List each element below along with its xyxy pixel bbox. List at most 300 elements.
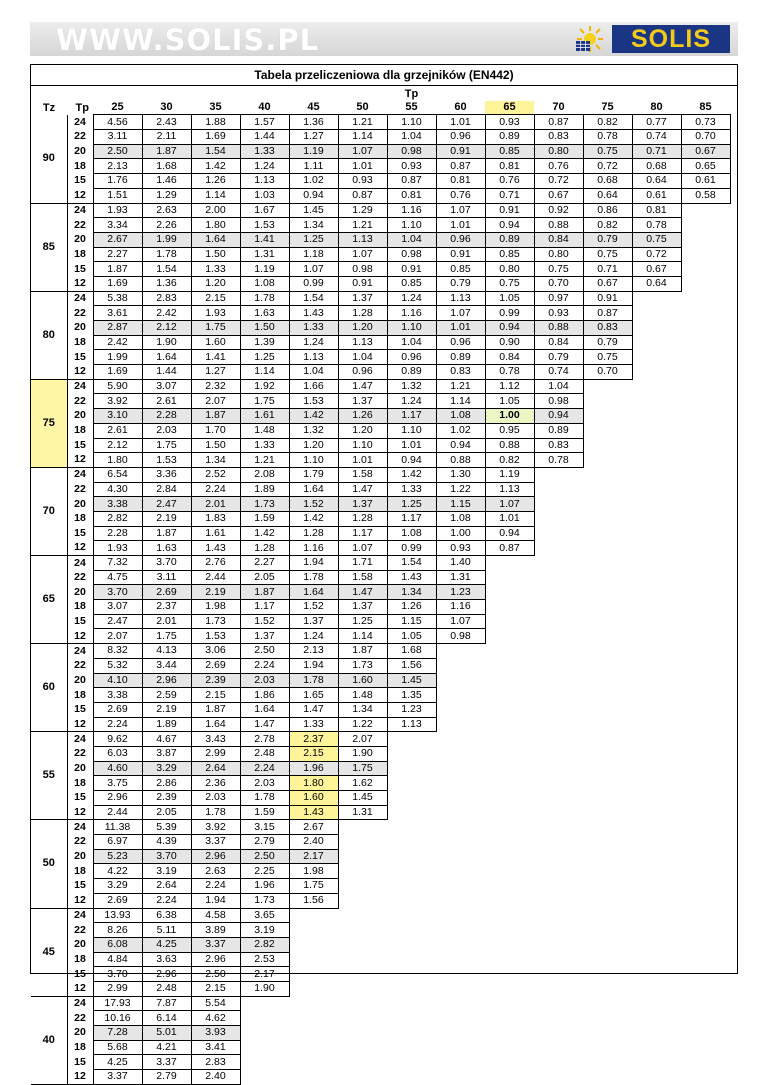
empty-cell	[387, 952, 436, 967]
value-cell: 6.54	[93, 467, 142, 482]
value-cell: 1.15	[436, 497, 485, 512]
tp-label: 12	[67, 541, 93, 556]
empty-cell	[583, 996, 632, 1011]
empty-cell	[387, 761, 436, 776]
value-cell: 1.76	[93, 174, 142, 189]
column-header-45: 45	[307, 101, 320, 114]
value-cell: 0.78	[485, 365, 534, 380]
value-cell: 1.87	[338, 644, 387, 659]
value-cell: 1.50	[240, 321, 289, 336]
value-cell: 0.82	[583, 115, 632, 130]
table-row	[31, 497, 730, 512]
value-cell: 5.38	[93, 291, 142, 306]
value-cell: 3.43	[191, 732, 240, 747]
empty-cell	[681, 644, 730, 659]
value-cell: 0.73	[681, 115, 730, 130]
column-header-85: 85	[699, 101, 712, 114]
value-cell: 1.64	[289, 482, 338, 497]
tp-label: 24	[74, 204, 86, 217]
value-cell: 1.45	[289, 203, 338, 218]
empty-cell	[681, 570, 730, 585]
tp-label: 20	[74, 673, 86, 686]
empty-cell	[534, 717, 583, 732]
value-cell: 2.27	[240, 556, 289, 571]
empty-cell	[485, 688, 534, 703]
empty-cell	[436, 1011, 485, 1026]
empty-cell	[632, 321, 681, 336]
value-cell: 5.54	[191, 996, 240, 1011]
table-row	[31, 746, 730, 761]
empty-cell	[534, 541, 583, 556]
empty-cell	[485, 600, 534, 615]
value-cell: 3.19	[142, 864, 191, 879]
value-cell: 2.96	[142, 967, 191, 982]
value-cell: 2.53	[240, 952, 289, 967]
value-cell: 0.81	[436, 174, 485, 189]
empty-cell	[632, 1055, 681, 1070]
empty-cell	[436, 908, 485, 923]
value-cell: 1.78	[289, 570, 338, 585]
value-cell: 0.94	[534, 409, 583, 424]
empty-cell	[583, 1011, 632, 1026]
value-cell: 1.42	[191, 159, 240, 174]
table-row	[31, 967, 730, 982]
table-row	[31, 849, 730, 864]
value-cell: 1.14	[338, 629, 387, 644]
tp-label: 12	[67, 1070, 93, 1085]
table-row	[31, 600, 730, 615]
tp-label: 12	[67, 629, 93, 644]
empty-cell	[485, 879, 534, 894]
value-cell: 3.06	[191, 644, 240, 659]
column-header-80: 80	[650, 101, 663, 114]
value-cell: 1.50	[191, 247, 240, 262]
tp-label: 22	[74, 835, 86, 848]
value-cell: 1.33	[387, 482, 436, 497]
corner-blank	[31, 87, 67, 101]
header-banner	[30, 22, 738, 56]
tz-label-50: 50	[31, 820, 67, 908]
value-cell: 1.73	[338, 658, 387, 673]
value-cell: 2.24	[93, 717, 142, 732]
value-cell: 0.81	[485, 159, 534, 174]
empty-cell	[632, 291, 681, 306]
column-header-30: 30	[160, 101, 173, 114]
value-cell: 0.92	[534, 203, 583, 218]
empty-cell	[436, 658, 485, 673]
empty-cell	[681, 908, 730, 923]
value-cell: 1.37	[338, 600, 387, 615]
value-cell: 1.28	[240, 541, 289, 556]
value-cell: 2.59	[142, 688, 191, 703]
value-cell: 1.51	[93, 188, 142, 203]
value-cell: 0.84	[534, 335, 583, 350]
empty-cell	[387, 967, 436, 982]
value-cell: 1.54	[289, 291, 338, 306]
value-cell: 1.61	[191, 526, 240, 541]
value-cell: 1.07	[338, 247, 387, 262]
solis-logo	[572, 24, 730, 54]
value-cell: 2.39	[191, 673, 240, 688]
value-cell: 0.81	[632, 203, 681, 218]
empty-cell	[387, 732, 436, 747]
value-cell: 1.67	[240, 203, 289, 218]
tz-label-85: 85	[31, 203, 67, 291]
value-cell: 1.52	[289, 497, 338, 512]
table-row	[31, 276, 730, 291]
value-cell: 4.22	[93, 864, 142, 879]
value-cell: 1.54	[191, 144, 240, 159]
tp-label: 18	[74, 600, 86, 613]
value-cell: 1.35	[387, 688, 436, 703]
empty-cell	[681, 952, 730, 967]
value-cell: 1.13	[289, 350, 338, 365]
empty-cell	[583, 746, 632, 761]
value-cell: 1.37	[338, 291, 387, 306]
empty-cell	[681, 923, 730, 938]
empty-cell	[534, 893, 583, 908]
value-cell: 1.62	[338, 776, 387, 791]
value-cell: 0.79	[583, 335, 632, 350]
table-row	[31, 937, 730, 952]
value-cell: 1.88	[191, 115, 240, 130]
value-cell: 1.39	[240, 335, 289, 350]
empty-cell	[632, 937, 681, 952]
value-cell: 0.82	[583, 218, 632, 233]
value-cell: 1.14	[436, 394, 485, 409]
empty-cell	[583, 967, 632, 982]
empty-cell	[534, 658, 583, 673]
empty-cell	[240, 1026, 289, 1041]
value-cell: 3.70	[142, 849, 191, 864]
value-cell: 2.40	[191, 1070, 240, 1085]
value-cell: 1.04	[534, 379, 583, 394]
empty-cell	[289, 967, 338, 982]
value-cell: 1.96	[240, 879, 289, 894]
value-cell: 0.79	[436, 276, 485, 291]
value-cell: 1.02	[289, 174, 338, 189]
logo-text: SOLIS	[630, 24, 711, 53]
empty-cell	[632, 702, 681, 717]
tp-label: 22	[74, 218, 86, 231]
empty-cell	[436, 923, 485, 938]
empty-cell	[632, 893, 681, 908]
empty-cell	[534, 761, 583, 776]
tp-label: 22	[74, 659, 86, 672]
column-header-70: 70	[552, 101, 565, 114]
empty-cell	[534, 556, 583, 571]
value-cell: 1.16	[436, 600, 485, 615]
value-cell: 1.25	[240, 350, 289, 365]
empty-cell	[240, 1070, 289, 1085]
empty-cell	[681, 937, 730, 952]
tp-label: 18	[74, 512, 86, 525]
logo-box	[612, 25, 730, 53]
empty-cell	[681, 1026, 730, 1041]
value-cell: 1.16	[387, 203, 436, 218]
value-cell: 1.43	[191, 541, 240, 556]
value-cell: 1.48	[240, 423, 289, 438]
value-cell: 0.65	[681, 159, 730, 174]
empty-cell	[583, 467, 632, 482]
value-cell: 1.47	[338, 482, 387, 497]
value-cell: 1.01	[436, 321, 485, 336]
value-cell: 1.86	[240, 688, 289, 703]
empty-cell	[632, 717, 681, 732]
tp-label: 24	[74, 380, 86, 393]
empty-cell	[436, 1040, 485, 1055]
value-cell: 11.38	[93, 820, 142, 835]
value-cell: 3.65	[240, 908, 289, 923]
value-cell: 1.93	[93, 541, 142, 556]
value-cell: 1.21	[338, 218, 387, 233]
value-cell: 1.56	[387, 658, 436, 673]
empty-cell	[387, 864, 436, 879]
tp-label: 24	[74, 732, 86, 745]
tp-label: 15	[74, 262, 86, 275]
tp-label: 18	[74, 864, 86, 877]
tp-label: 18	[74, 1041, 86, 1054]
table-row	[31, 526, 730, 541]
value-cell: 2.83	[191, 1055, 240, 1070]
tp-label: 22	[74, 306, 86, 319]
table-row	[31, 702, 730, 717]
empty-cell	[583, 673, 632, 688]
empty-cell	[338, 937, 387, 952]
value-cell: 1.24	[289, 335, 338, 350]
value-cell: 2.24	[191, 482, 240, 497]
value-cell: 1.10	[338, 438, 387, 453]
value-cell: 2.50	[93, 144, 142, 159]
value-cell: 1.19	[289, 144, 338, 159]
table-row	[31, 335, 730, 350]
empty-cell	[632, 923, 681, 938]
value-cell: 1.34	[387, 585, 436, 600]
empty-cell	[681, 247, 730, 262]
value-cell: 0.64	[632, 174, 681, 189]
column-header-65: 65	[485, 101, 534, 115]
empty-cell	[436, 702, 485, 717]
value-cell: 1.42	[387, 467, 436, 482]
value-cell: 2.63	[191, 864, 240, 879]
value-cell: 1.87	[191, 409, 240, 424]
value-cell: 0.71	[485, 188, 534, 203]
empty-cell	[681, 526, 730, 541]
value-cell: 2.15	[191, 291, 240, 306]
value-cell: 1.03	[240, 188, 289, 203]
value-cell: 0.67	[583, 276, 632, 291]
value-cell: 2.15	[191, 688, 240, 703]
empty-cell	[436, 746, 485, 761]
value-cell: 2.99	[93, 981, 142, 996]
value-cell: 1.34	[289, 218, 338, 233]
empty-cell	[485, 746, 534, 761]
value-cell: 2.17	[289, 849, 338, 864]
empty-cell	[632, 746, 681, 761]
table-row	[31, 673, 730, 688]
value-cell: 1.69	[93, 276, 142, 291]
empty-cell	[534, 1040, 583, 1055]
empty-cell	[681, 614, 730, 629]
value-cell: 0.98	[387, 247, 436, 262]
value-cell: 1.10	[387, 321, 436, 336]
empty-cell	[436, 1070, 485, 1085]
value-cell: 0.96	[436, 130, 485, 145]
value-cell: 2.42	[93, 335, 142, 350]
empty-cell	[534, 1070, 583, 1085]
value-cell: 1.15	[387, 614, 436, 629]
value-cell: 1.33	[240, 144, 289, 159]
value-cell: 2.27	[93, 247, 142, 262]
empty-cell	[534, 864, 583, 879]
value-cell: 1.20	[191, 276, 240, 291]
value-cell: 1.48	[338, 688, 387, 703]
value-cell: 1.68	[142, 159, 191, 174]
value-cell: 2.96	[142, 673, 191, 688]
value-cell: 1.36	[289, 115, 338, 130]
tp-label: 24	[74, 997, 86, 1010]
column-header-50: 50	[356, 101, 369, 114]
value-cell: 2.11	[142, 130, 191, 145]
value-cell: 6.14	[142, 1011, 191, 1026]
tp-label: 15	[74, 350, 86, 363]
empty-cell	[632, 365, 681, 380]
value-cell: 0.95	[485, 423, 534, 438]
value-cell: 4.84	[93, 952, 142, 967]
value-cell: 0.93	[436, 541, 485, 556]
value-cell: 5.01	[142, 1026, 191, 1041]
empty-cell	[583, 732, 632, 747]
empty-cell	[583, 776, 632, 791]
empty-cell	[485, 893, 534, 908]
value-cell: 1.71	[338, 556, 387, 571]
empty-cell	[583, 717, 632, 732]
empty-cell	[485, 614, 534, 629]
value-cell: 1.14	[191, 188, 240, 203]
value-cell: 0.78	[534, 453, 583, 468]
table-row	[31, 159, 730, 174]
value-cell: 2.13	[93, 159, 142, 174]
value-cell: 1.21	[338, 115, 387, 130]
empty-cell	[436, 820, 485, 835]
tp-label: 20	[74, 321, 86, 334]
tz-label-55: 55	[31, 732, 67, 820]
value-cell: 2.96	[191, 849, 240, 864]
empty-cell	[583, 688, 632, 703]
value-cell: 1.47	[289, 702, 338, 717]
value-cell: 1.31	[240, 247, 289, 262]
value-cell: 3.38	[93, 688, 142, 703]
empty-cell	[583, 835, 632, 850]
tz-label-80: 80	[31, 291, 67, 379]
empty-cell	[436, 805, 485, 820]
value-cell: 0.87	[583, 306, 632, 321]
value-cell: 3.37	[142, 1055, 191, 1070]
value-cell: 2.39	[142, 791, 191, 806]
empty-cell	[485, 702, 534, 717]
value-cell: 1.87	[93, 262, 142, 277]
value-cell: 1.37	[338, 497, 387, 512]
empty-cell	[387, 893, 436, 908]
empty-cell	[583, 511, 632, 526]
value-cell: 1.12	[485, 379, 534, 394]
value-cell: 1.75	[240, 394, 289, 409]
table-row	[31, 879, 730, 894]
empty-cell	[338, 864, 387, 879]
value-cell: 2.61	[142, 394, 191, 409]
empty-cell	[338, 849, 387, 864]
value-cell: 1.70	[191, 423, 240, 438]
value-cell: 0.93	[485, 115, 534, 130]
empty-cell	[338, 893, 387, 908]
value-cell: 0.71	[632, 144, 681, 159]
empty-cell	[534, 629, 583, 644]
empty-cell	[681, 335, 730, 350]
value-cell: 0.87	[338, 188, 387, 203]
value-cell: 1.26	[338, 409, 387, 424]
value-cell: 3.44	[142, 658, 191, 673]
tp-label: 12	[67, 188, 93, 203]
empty-cell	[534, 732, 583, 747]
value-cell: 1.23	[436, 585, 485, 600]
empty-cell	[583, 556, 632, 571]
value-cell: 0.94	[485, 218, 534, 233]
empty-cell	[289, 1040, 338, 1055]
value-cell: 1.75	[142, 438, 191, 453]
tz-label-60: 60	[31, 644, 67, 732]
value-cell: 2.79	[142, 1070, 191, 1085]
table-row	[31, 115, 730, 130]
empty-cell	[583, 908, 632, 923]
value-cell: 1.90	[240, 981, 289, 996]
empty-cell	[681, 232, 730, 247]
tp-label: 15	[74, 615, 86, 628]
value-cell: 0.96	[436, 335, 485, 350]
table-row	[31, 247, 730, 262]
value-cell: 1.19	[485, 467, 534, 482]
empty-cell	[485, 835, 534, 850]
value-cell: 2.82	[240, 937, 289, 952]
empty-cell	[681, 820, 730, 835]
value-cell: 1.87	[142, 144, 191, 159]
value-cell: 0.72	[632, 247, 681, 262]
table-row	[31, 379, 730, 394]
value-cell: 2.67	[93, 232, 142, 247]
value-cell: 1.25	[289, 232, 338, 247]
empty-cell	[583, 923, 632, 938]
empty-cell	[681, 497, 730, 512]
tp-header: Tp	[75, 101, 89, 114]
value-cell: 1.20	[289, 438, 338, 453]
value-cell: 0.89	[436, 350, 485, 365]
value-cell: 1.75	[142, 629, 191, 644]
value-cell: 0.88	[436, 453, 485, 468]
value-cell: 1.78	[289, 673, 338, 688]
value-cell: 6.08	[93, 937, 142, 952]
value-cell: 1.96	[289, 761, 338, 776]
table-row	[31, 482, 730, 497]
value-cell: 1.21	[240, 453, 289, 468]
value-cell: 2.05	[240, 570, 289, 585]
value-cell: 3.38	[93, 497, 142, 512]
value-cell: 1.17	[240, 600, 289, 615]
corner-blank	[67, 87, 93, 101]
empty-cell	[485, 644, 534, 659]
value-cell: 2.40	[289, 835, 338, 850]
value-cell: 2.69	[191, 658, 240, 673]
value-cell: 1.07	[436, 614, 485, 629]
empty-cell	[681, 688, 730, 703]
